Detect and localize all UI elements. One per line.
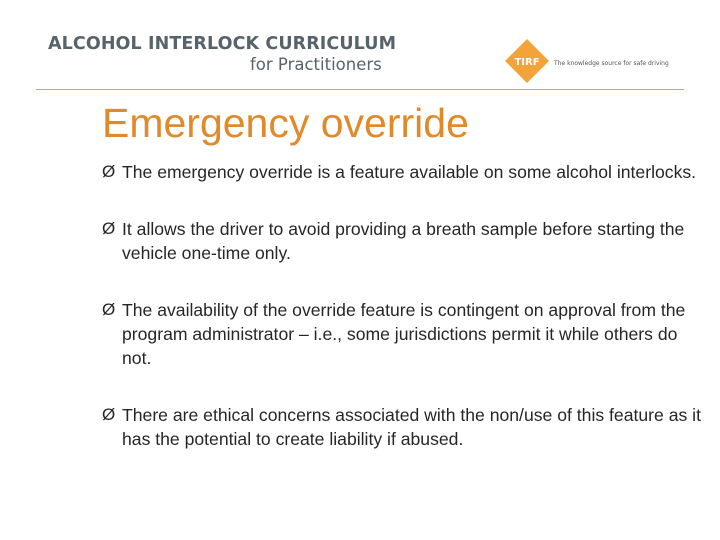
header-title: ALCOHOL INTERLOCK CURRICULUM xyxy=(48,34,397,54)
header-subtitle: for Practitioners xyxy=(250,55,382,74)
slide-title: Emergency override xyxy=(102,100,469,146)
bullet-item xyxy=(103,217,703,265)
bullet-text: It allows the driver to avoid providing a breath sample before starting the vehicle one-time only. xyxy=(122,219,685,263)
bullet-list xyxy=(103,160,703,484)
arrow-bullet-icon: Ø xyxy=(102,300,116,319)
bullet-text: There are ethical concerns associated with the non/use of this feature as it has the potential to create liability if abused. xyxy=(122,405,701,449)
bullet-item xyxy=(103,298,703,370)
bullet-item xyxy=(103,403,703,451)
bullet-item xyxy=(103,160,703,184)
tirf-logo-text: TIRF xyxy=(514,57,540,68)
bullet-text: The emergency override is a feature available on some alcohol interlocks. xyxy=(122,162,697,182)
arrow-bullet-icon: Ø xyxy=(102,162,116,181)
header-divider xyxy=(36,89,684,90)
bullet-text: The availability of the override feature is contingent on approval from the program administrator – i.e., some jurisdictions permit it while others do not. xyxy=(122,300,686,368)
logo-tagline: The knowledge source for safe driving xyxy=(554,60,669,67)
tirf-logo xyxy=(498,36,688,86)
arrow-bullet-icon: Ø xyxy=(102,405,116,424)
arrow-bullet-icon: Ø xyxy=(102,219,116,238)
tirf-logo-icon xyxy=(504,38,550,84)
